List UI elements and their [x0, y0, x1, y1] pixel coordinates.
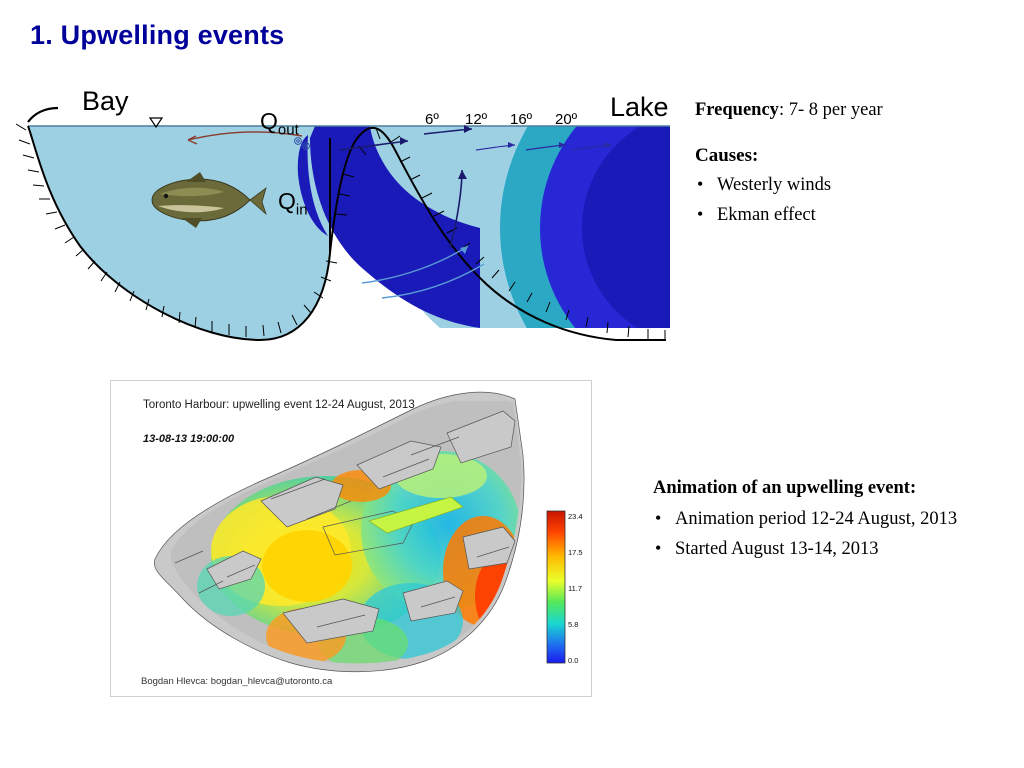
causes-list — [695, 175, 1015, 226]
colorbar-tick: 0.0 — [568, 656, 579, 665]
frequency-line — [695, 100, 1015, 121]
list-item: • Ekman effect — [695, 205, 1015, 226]
frequency-value: : 7- 8 per year — [778, 100, 883, 120]
colorbar-tick: 11.7 — [568, 584, 583, 593]
list-item: • Started August 13-14, 2013 — [653, 539, 1013, 560]
temperature-label-12: 12º — [465, 111, 488, 128]
colorbar-tick: 17.5 — [568, 548, 583, 557]
animation-heading: Animation of an upwelling event: — [653, 478, 917, 498]
temperature-label-16: 16º — [510, 111, 533, 128]
causes-heading: Causes: — [695, 145, 759, 166]
animation-info-block — [653, 478, 1013, 569]
qout-text: Q — [260, 108, 278, 134]
page-title: 1. Upwelling events — [30, 20, 285, 50]
map-credit: Bogdan Hlevca: bogdan_hlevca@utoronto.ca — [141, 676, 333, 687]
diagram-label-lake: Lake — [610, 92, 669, 122]
frequency-label: Frequency — [695, 100, 779, 120]
map-graphic — [111, 381, 591, 696]
map-timestamp: 13-08-13 19:00:00 — [143, 433, 235, 445]
upwelling-cross-section-diagram — [10, 78, 690, 348]
diagram-label-bay: Bay — [82, 86, 129, 116]
diagram-label-qin — [278, 188, 308, 219]
colorbar-tick: 23.4 — [568, 512, 583, 521]
colorbar — [547, 511, 565, 663]
upwelling-info-block — [695, 100, 1015, 235]
qin-text: Q — [278, 188, 296, 214]
toronto-harbour-map-panel — [110, 380, 592, 697]
temperature-label-6: 6º — [425, 111, 439, 128]
qin-subscript: in — [295, 201, 308, 219]
animation-list — [653, 509, 1013, 560]
diagram-label-qout — [260, 108, 299, 139]
list-item: • Westerly winds — [695, 175, 1015, 196]
qout-subscript: out — [277, 121, 299, 139]
map-title: Toronto Harbour: upwelling event 12-24 August, 2013 — [143, 399, 415, 411]
colorbar-tick: 5.8 — [568, 620, 579, 629]
colorbar-tick-labels — [568, 512, 592, 665]
temperature-label-20: 20º — [555, 111, 578, 128]
list-item: • Animation period 12-24 August, 2013 — [653, 509, 1013, 530]
